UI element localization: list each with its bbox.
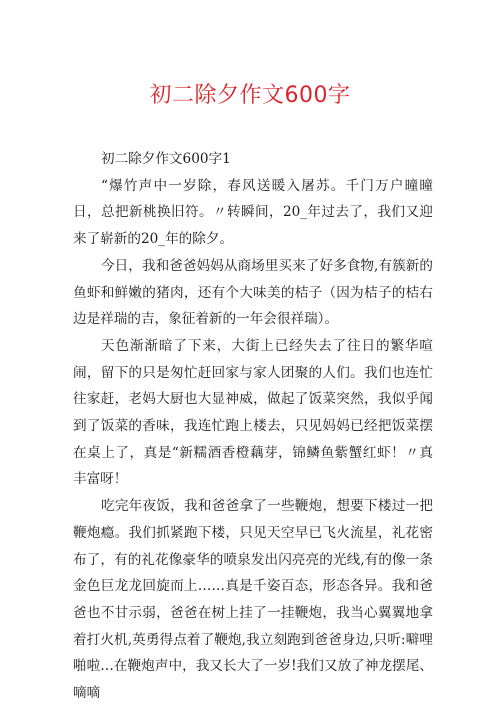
paragraph-2: 今日，我和爸爸妈妈从商场里买来了好多食物,有簇新的鱼虾和鲜嫩的猪肉，还有个大味美的桔子（因为桔子的桔右边是祥瑞的吉，象征着新的一年会很祥瑞）。 — [73, 257, 433, 328]
article-subtitle: 初二除夕作文600字1 — [101, 151, 231, 167]
article-body — [73, 146, 433, 707]
page-title: 初二除夕作文600字 — [149, 83, 351, 108]
paragraph-3: 天色渐渐暗了下来，大街上已经失去了往日的繁华喧闹，留下的只是匆忙赶回家与家人团聚的人们。我们也连忙往家赶，老妈大厨也大显神威，做起了饭菜突然，我似乎闻到了饭菜的香味，我连忙跑上楼去，只见妈妈已经把饭菜摆在桌上了，真是“新糯酒香橙藕芽，锦鳞鱼紫蟹红虾！〃真丰富呀！ — [73, 337, 433, 488]
paragraph-1: “爆竹声中一岁除，春风送暖入屠苏。千门万户曈曈日，总把新桃换旧符。〃转瞬间，20_年过去了，我们又迎来了崭新的20_年的除夕。 — [73, 177, 433, 248]
paragraph-4: 吃完年夜饭，我和爸爸拿了一些鞭炮，想要下楼过一把鞭炮瘾。我们抓紧跑下楼，只见天空早已飞火流星，礼花密布了，有的礼花像豪华的喷泉发出闪亮亮的光线,有的像一条金色巨龙龙回旋而上……真是千姿百态，形态各异。我和爸爸也不甘示弱，爸爸在树上挂了一挂鞭炮，我当心翼翼地拿着打火机,英勇得点着了鞭炮,我立刻跑到爸爸身边,只听:噼哩啪啦…在鞭炮声中，我又长大了一岁!我们又放了神龙摆尾、嘀嘀 — [73, 498, 433, 702]
